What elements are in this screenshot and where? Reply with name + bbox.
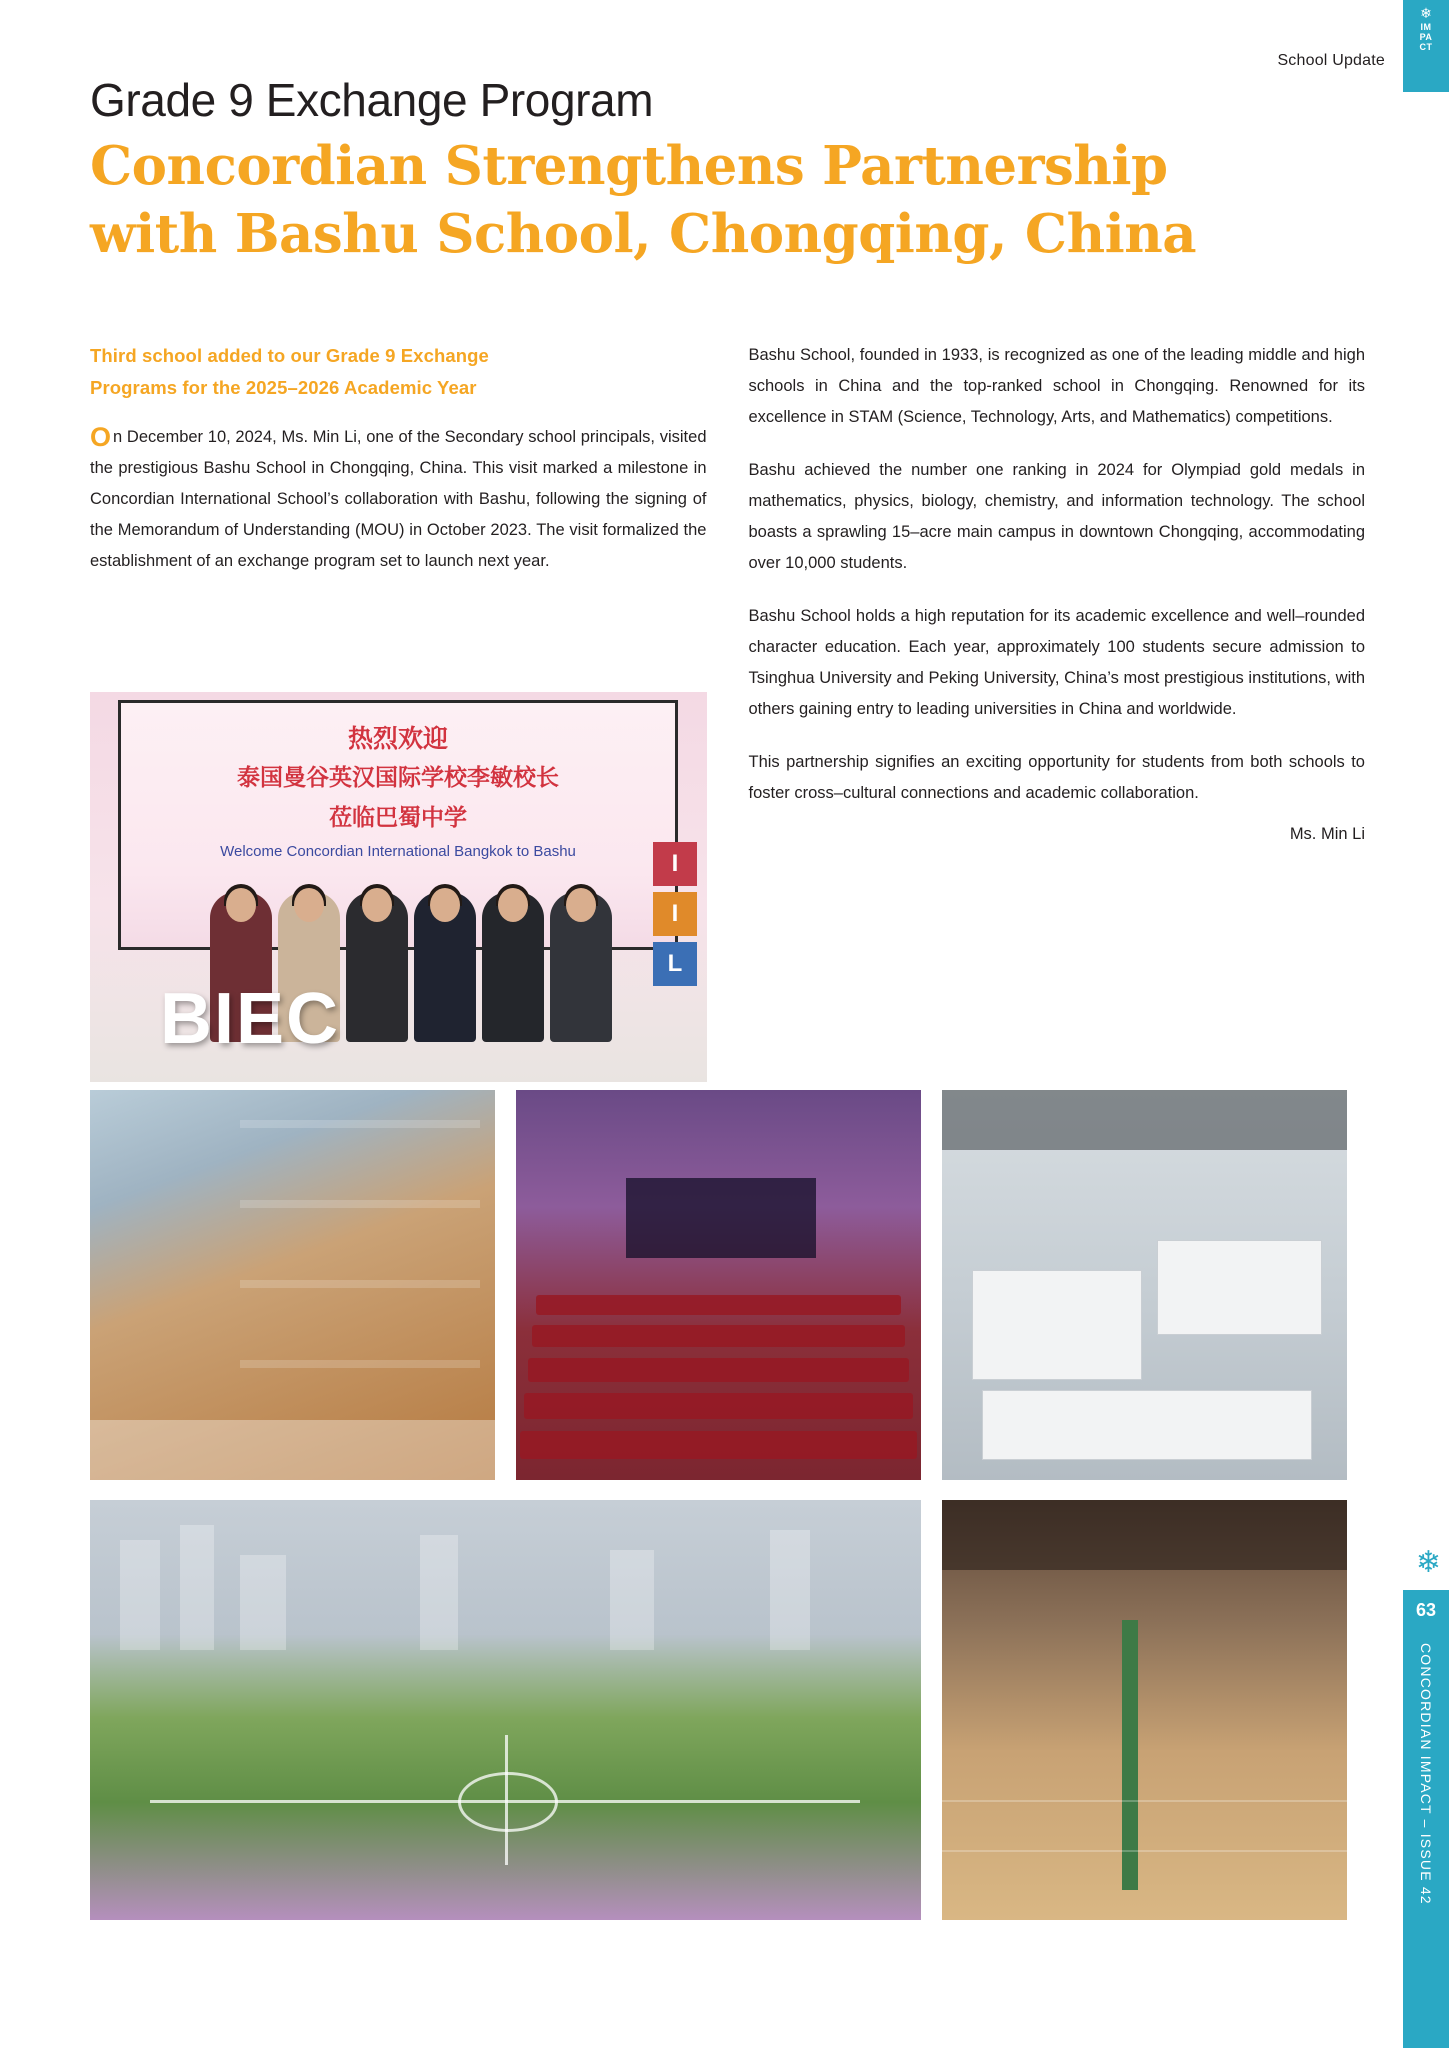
welcome-banner-photo bbox=[90, 692, 707, 1082]
person-6 bbox=[550, 892, 612, 1042]
left-paragraph-1-text: n December 10, 2024, Ms. Min Li, one of the Secondary school principals, visited the prestigious Bashu School in Chongqing, China. This visit marked a milestone in Concordian International School’s collaboration with Bashu, following the signing of the Memorandum of Understanding (MOU) in October 2023. The visit formalized the establishment of an exchange program set to launch next year. bbox=[90, 428, 707, 570]
article-kicker: Grade 9 Exchange Program bbox=[90, 74, 654, 126]
right-paragraph-2: Bashu achieved the number one ranking in 2024 for Olympiad gold medals in mathematics, physics, biology, chemistry, and information technology. The school boasts a sprawling 15–acre main campus in downtown Chongqing, accommodating over 10,000 students. bbox=[748, 461, 1365, 572]
banner-cn-line3: 莅临巴蜀中学 bbox=[329, 805, 467, 831]
shelf-line bbox=[240, 1200, 480, 1208]
foreground-letters: BIEC bbox=[160, 979, 341, 1059]
decor-cubes bbox=[653, 842, 697, 992]
face-icon bbox=[566, 888, 596, 922]
article-headline-line2: with Bashu School, Chongqing, China bbox=[90, 203, 1197, 265]
city-building bbox=[120, 1540, 160, 1650]
article-titles bbox=[90, 72, 1280, 264]
section-label: School Update bbox=[1277, 52, 1385, 69]
cube-letter-1: I bbox=[653, 842, 697, 886]
face-icon bbox=[294, 888, 324, 922]
ceiling-beam bbox=[942, 1090, 1347, 1150]
stage-screen bbox=[626, 1178, 816, 1258]
shelf-line bbox=[240, 1120, 480, 1128]
gym-ceiling bbox=[942, 1500, 1347, 1570]
science-lab-photo bbox=[942, 1090, 1347, 1480]
left-paragraph-1 bbox=[90, 422, 707, 577]
indoor-gym-photo bbox=[942, 1500, 1347, 1920]
right-paragraph-1: Bashu School, founded in 1933, is recognized as one of the leading middle and high schools in China and the top-ranked school in Chongqing. Renowned for its excellence in STAM (Science, Technology, Arts, and Mathematics) competitions. bbox=[748, 346, 1365, 426]
seat-row bbox=[536, 1295, 901, 1315]
face-icon bbox=[226, 888, 256, 922]
seat-row bbox=[528, 1358, 909, 1382]
publication-label: CONCORDIAN IMPACT – ISSUE 42 bbox=[1418, 1643, 1434, 1905]
issue-side-tab bbox=[1403, 1590, 1449, 2048]
right-paragraph-3: Bashu School holds a high reputation for its academic excellence and well–rounded character education. Each year, approximately 100 students secure admission to Tsinghua University and Peking University, China’s most prestigious institutions, with others gaining entry to leading universities in China and worldwide. bbox=[748, 607, 1365, 718]
banner-cn-line1: 热烈欢迎 bbox=[347, 724, 448, 753]
page-header bbox=[1277, 0, 1449, 92]
article-headline-line1: Concordian Strengthens Partnership bbox=[90, 135, 1168, 197]
face-icon bbox=[430, 888, 460, 922]
seat-row bbox=[524, 1393, 913, 1419]
face-icon bbox=[498, 888, 528, 922]
city-building bbox=[180, 1525, 214, 1650]
right-column bbox=[749, 340, 1366, 844]
person-3 bbox=[346, 892, 408, 1042]
lab-bench bbox=[1157, 1240, 1322, 1335]
article-byline: Ms. Min Li bbox=[1289, 825, 1365, 843]
library-display-photo bbox=[90, 1090, 495, 1480]
impact-brand-tab bbox=[1403, 0, 1449, 92]
person-5 bbox=[482, 892, 544, 1042]
city-building bbox=[240, 1555, 286, 1650]
center-circle bbox=[458, 1772, 558, 1832]
lab-bench bbox=[982, 1390, 1312, 1460]
leaf-icon: ❄ bbox=[1420, 5, 1432, 21]
display-table bbox=[90, 1420, 495, 1480]
shelf-line bbox=[240, 1360, 480, 1368]
cube-letter-3: L bbox=[653, 942, 697, 986]
impact-letter-3: CT bbox=[1419, 42, 1433, 52]
lab-bench bbox=[972, 1270, 1142, 1380]
impact-letter-2: PA bbox=[1419, 32, 1433, 42]
banner-en-line: Welcome Concordian International Bangkok to Bashu bbox=[220, 843, 576, 860]
city-building bbox=[420, 1535, 458, 1650]
deck-line-2: Programs for the 2025–2026 Academic Year bbox=[90, 377, 477, 398]
banner-cn-line2: 泰国曼谷英汉国际学校李敏校长 bbox=[237, 765, 559, 791]
page-number: 63 bbox=[1415, 1600, 1437, 1620]
city-building bbox=[770, 1530, 810, 1650]
leaf-icon: ❄ bbox=[1415, 1546, 1441, 1579]
sports-field-photo bbox=[90, 1500, 921, 1920]
face-icon bbox=[362, 888, 392, 922]
auditorium-photo bbox=[516, 1090, 921, 1480]
city-building bbox=[610, 1550, 654, 1650]
cube-letter-2: I bbox=[653, 892, 697, 936]
seat-row bbox=[532, 1325, 905, 1347]
court-line bbox=[942, 1850, 1347, 1852]
impact-letter-1: IM bbox=[1420, 22, 1432, 32]
article-deck bbox=[90, 340, 707, 404]
right-paragraph-4: This partnership signifies an exciting opportunity for students from both schools to foster cross–cultural connections and academic collaboration. bbox=[748, 753, 1365, 802]
shelf-line bbox=[240, 1280, 480, 1288]
deck-line-1: Third school added to our Grade 9 Exchange bbox=[90, 345, 489, 366]
drop-cap: O bbox=[90, 422, 112, 452]
person-4 bbox=[414, 892, 476, 1042]
court-line bbox=[942, 1800, 1347, 1802]
seat-row bbox=[520, 1431, 917, 1459]
